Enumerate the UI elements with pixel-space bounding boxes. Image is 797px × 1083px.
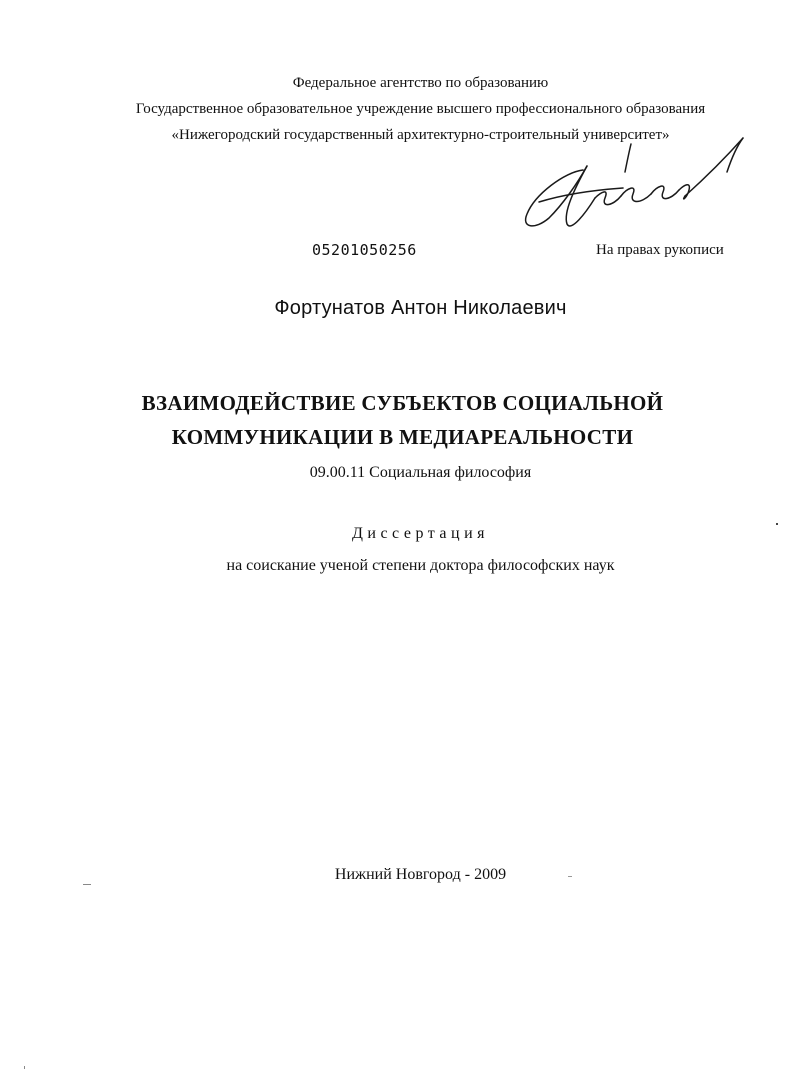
agency-name: Федеральное агентство по образованию <box>292 75 549 91</box>
document-number: 05201050256 <box>312 241 417 259</box>
degree-description: на соискание ученой степени доктора философских наук <box>226 557 615 574</box>
dissertation-title-line-1: ВЗАИМОДЕЙСТВИЕ СУБЪЕКТОВ СОЦИАЛЬНОЙ <box>141 391 664 415</box>
scan-speck <box>83 884 91 885</box>
dissertation-title-line-2: КОММУНИКАЦИИ В МЕДИАРЕАЛЬНОСТИ <box>171 425 634 449</box>
document-type: Диссертация <box>351 525 490 542</box>
specialty-code: 09.00.11 Социальная философия <box>309 464 532 481</box>
institution-name: Государственное образовательное учреждение высшего профессионального образования <box>135 101 706 117</box>
manuscript-note: На правах рукописи <box>596 242 724 258</box>
author-name: Фортунатов Антон Николаевич <box>274 297 567 319</box>
scan-speck <box>776 523 778 525</box>
handwritten-signature <box>505 132 755 242</box>
scan-speck <box>24 1066 25 1069</box>
city-and-year: Нижний Новгород - 2009 <box>334 866 507 883</box>
scan-speck <box>568 876 572 877</box>
university-name: «Нижегородский государственный архитектурно-строительный университет» <box>171 127 670 143</box>
